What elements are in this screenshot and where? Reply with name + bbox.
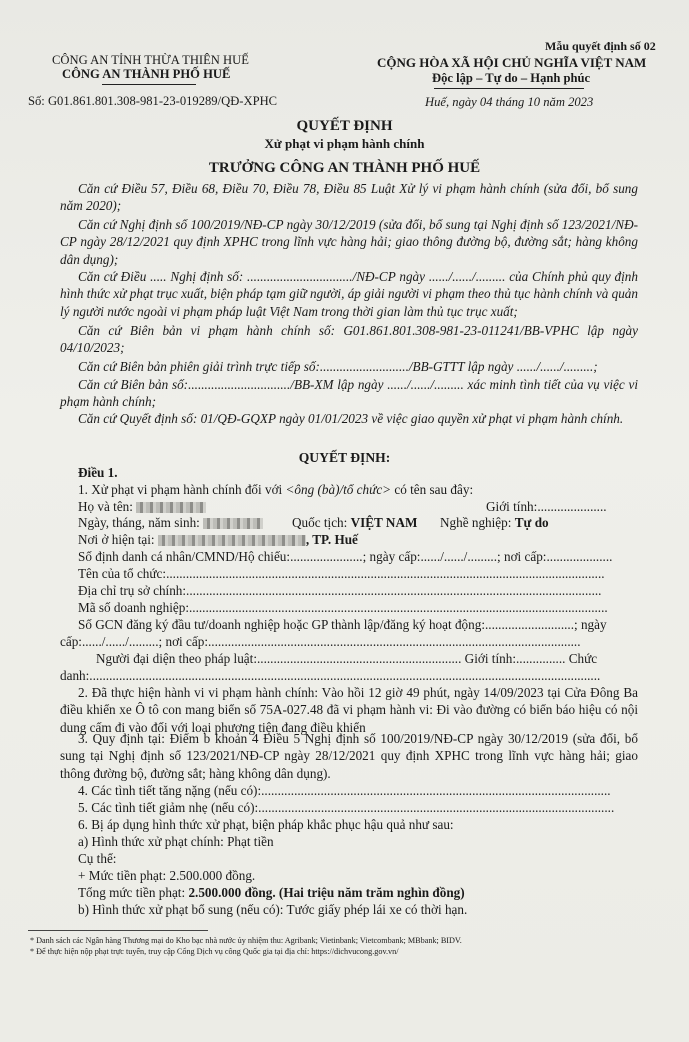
item-2-violation: 2. Đã thực hiện hành vi vi phạm hành chính: Vào hồi 12 giờ 49 phút, ngày 14/09/2023 tại Cửa Đông Ba điều khiển xe Ô tô con mang biển số 75A-027.48 đã vi phạm hành vi: Đi vào đường có biển báo hiệu có nội dung cấm đi vào đối với loại phương tiện đang điều khiển (60, 685, 638, 735)
name-row: Họ và tên: (78, 498, 206, 515)
item-6-sanctions: 6. Bị áp dụng hình thức xử phạt, biện pháp khắc phục hậu quả như sau: (78, 817, 454, 832)
preamble-3: Căn cứ Điều ..... Nghị định số: ................................/NĐ-CP ngày ....../....../......... của Chính phủ quy định hình thức xử phạt trục xuất, biện pháp tạm giữ người, áp giải người vi phạm theo thủ tục hành chính và quản lý người nước ngoài vi phạm pháp luật Việt Nam trong thời gian làm thủ tục trục xuất; (60, 269, 638, 319)
country-name: CỘNG HÒA XÃ HỘI CHỦ NGHĨA VIỆT NAM (377, 55, 647, 70)
footnote-divider (28, 930, 208, 931)
redacted-dob (203, 518, 263, 529)
nationality-row: Quốc tịch: VIỆT NAM (292, 515, 418, 530)
specific-label: Cụ thể: (78, 851, 117, 866)
agency-underline (102, 84, 196, 85)
item-6b-additional-penalty: b) Hình thức xử phạt bổ sung (nếu có): Tước giấy phép lái xe có thời hạn. (78, 902, 468, 917)
gcn-row-1: Số GCN đăng ký đầu tư/doanh nghiệp hoặc GP thành lập/đăng ký hoạt động:...........................; ngày (78, 617, 607, 632)
preamble-4: Căn cứ Biên bản vi phạm hành chính số: G01.861.801.308-981-23-011241/BB-VPHC lập ngày 04/10/2023; (60, 323, 638, 356)
gcn-row-2: cấp:....../....../.........; nơi cấp:................................................................................................................. (60, 634, 581, 649)
issuing-authority: TRƯỞNG CÔNG AN THÀNH PHỐ HUẾ (208, 160, 481, 176)
template-number: Mẫu quyết định số 02 (545, 39, 656, 53)
document-subtitle: Xử phạt vi phạm hành chính (264, 136, 425, 151)
decision-heading: QUYẾT ĐỊNH: (298, 450, 391, 465)
preamble-7: Căn cứ Quyết định số: 01/QĐ-GQXP ngày 01/01/2023 về việc giao quyền xử phạt vi phạm hành chính. (78, 411, 624, 426)
preamble-6: Căn cứ Biên bản số:.............................../BB-XM lập ngày ....../....../......... xác minh tình tiết của vụ việc vi phạm hành chính; (60, 377, 638, 410)
agency-province: CÔNG AN TỈNH THỪA THIÊN HUẾ (52, 53, 249, 67)
representative-row-1: Người đại diện theo pháp luật:.............................................................. Giới tính:............... Chức (96, 651, 598, 666)
item-5-mitigating: 5. Các tình tiết giảm nhẹ (nếu có):............................................................................................................ (78, 800, 615, 815)
org-code-row: Mã số doanh nghiệp:............................................................................................................................... (78, 600, 608, 615)
document-title: QUYẾT ĐỊNH (296, 118, 393, 134)
fine-amount: + Mức tiền phạt: 2.500.000 đồng. (78, 868, 256, 883)
footnote-banks: * Danh sách các Ngân hàng Thương mại do Kho bạc nhà nước ủy nhiệm thu: Agribank; Vietinbank; Vietcombank; MBbank; BIDV. (30, 936, 462, 945)
id-row: Số định danh cá nhân/CMND/Hộ chiếu:......................; ngày cấp:....../....../.........; nơi cấp:.................... (78, 549, 613, 564)
document-number: Số: G01.861.801.308-981-23-019289/QĐ-XPHC (28, 94, 278, 108)
preamble-2: Căn cứ Nghị định số 100/2019/NĐ-CP ngày 30/12/2019 (sửa đổi, bổ sung tại Nghị định số 123/2021/NĐ-CP ngày 28/12/2021 quy định XPHC trong lĩnh vực hàng hải; giao thông đường bộ, đường sắt; hàng không dân dụng); (60, 217, 638, 267)
representative-row-2: danh:........................................................................................................................................................... (60, 668, 601, 683)
org-name-row: Tên của tổ chức:..................................................................................................................................... (78, 566, 605, 581)
total-fine: Tổng mức tiền phạt: 2.500.000 đồng. (Hai triệu năm trăm nghìn đồng) (78, 885, 465, 900)
redacted-address (158, 535, 306, 546)
motto-underline (434, 88, 584, 89)
agency-city: CÔNG AN THÀNH PHỐ HUẾ (62, 67, 231, 81)
item-4-aggravating: 4. Các tình tiết tăng nặng (nếu có):.......................................................................................................... (78, 783, 611, 798)
dob-row: Ngày, tháng, năm sinh: (78, 514, 263, 531)
item-1-intro: 1. Xử phạt vi phạm hành chính đối với <ông (bà)/tổ chức> có tên sau đây: (78, 482, 474, 497)
article-1-title: Điều 1. (78, 465, 118, 480)
preamble-5: Căn cứ Biên bản phiên giải trình trực tiếp số:.........................../BB-GTTT lập ngày ....../....../.........; (78, 359, 598, 374)
preamble-1: Căn cứ Điều 57, Điều 68, Điều 70, Điều 78, Điều 85 Luật Xử lý vi phạm hành chính (sửa đổi, bổ sung năm 2020); (60, 181, 638, 214)
org-address-row: Địa chỉ trụ sở chính:.............................................................................................................................. (78, 583, 602, 598)
item-6a-main-penalty: a) Hình thức xử phạt chính: Phạt tiền (78, 834, 274, 849)
job-row: Nghề nghiệp: Tự do (440, 515, 549, 530)
gender-row: Giới tính:..................... (486, 499, 607, 514)
issue-date: Huế, ngày 04 tháng 10 năm 2023 (425, 95, 594, 109)
footnote-online-payment: * Để thực hiện nộp phạt trực tuyến, truy cập Cổng Dịch vụ công Quốc gia tại địa chỉ: https://dichvucong.gov.vn/ (30, 947, 399, 956)
motto: Độc lập – Tự do – Hạnh phúc (432, 71, 591, 85)
item-3-regulation: 3. Quy định tại: Điểm b khoản 4 Điều 5 Nghị định số 100/2019/NĐ-CP ngày 30/12/2019 (sửa đổi, bổ sung tại Nghị định số 123/2021/NĐ-CP ngày 28/12/2021 quy định XPHC trong lĩnh vực hàng hải; giao thông đường bộ, đường sắt; hàng không dân dụng). (60, 731, 638, 781)
address-row: Nơi ở hiện tại: , TP. Huế (78, 532, 358, 547)
redacted-name (136, 502, 206, 513)
